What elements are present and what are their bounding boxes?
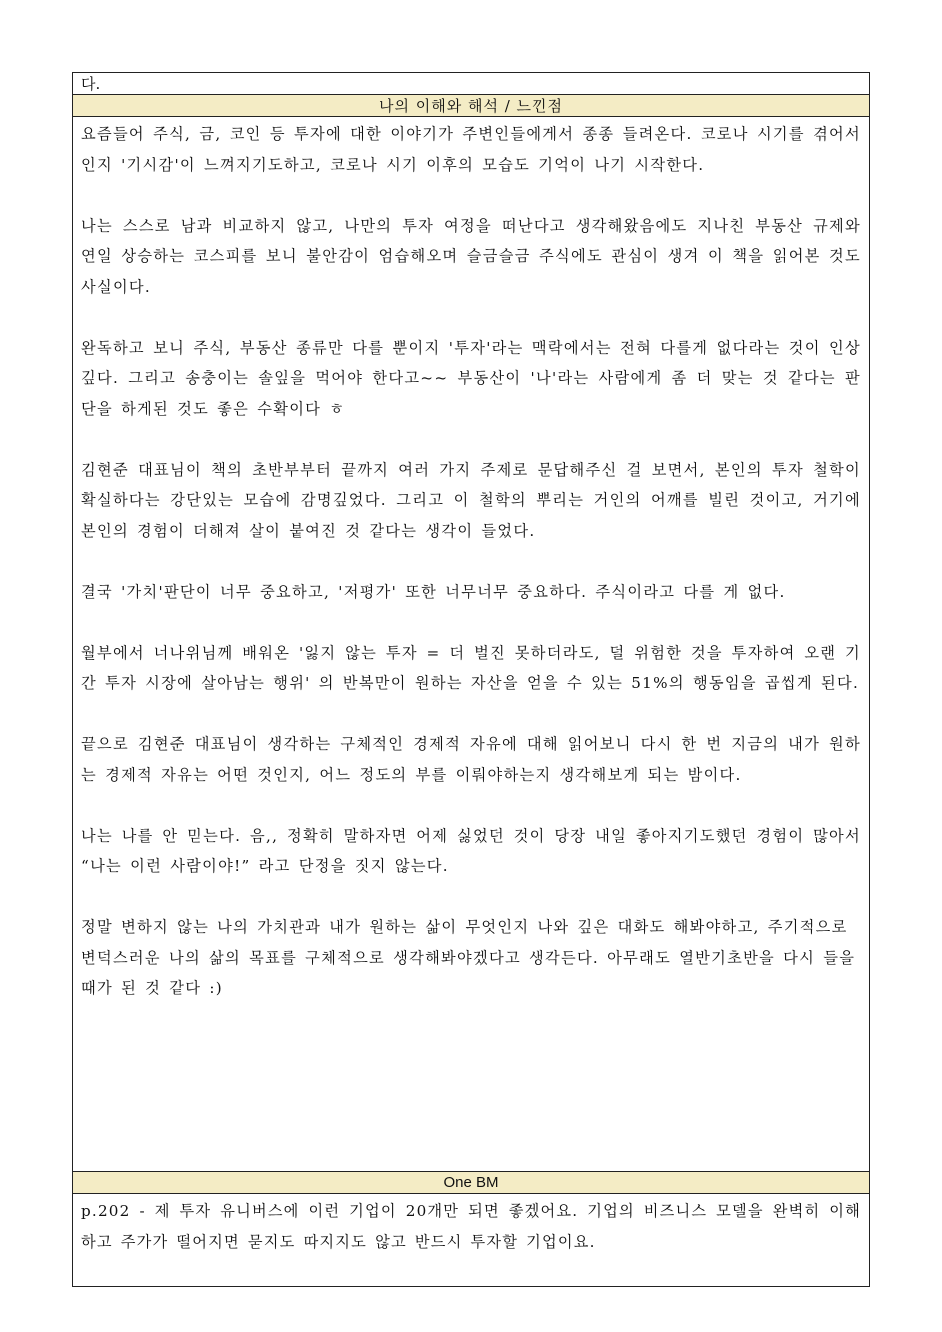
reflection-body [73,117,869,1172]
reflection-paragraph: 끝으로 김현준 대표님이 생각하는 구체적인 경제적 자유에 대해 읽어보니 다시 한 번 지금의 내가 원하는 경제적 자유는 어떤 것인지, 어느 정도의 부를 이뤄야하는지 생각해보게 되는 밤이다. [81,735,861,784]
reflection-paragraph: 월부에서 너나위님께 배워온 '잃지 않는 투자 = 더 벌진 못하더라도, 덜 위험한 것을 투자하여 오랜 기간 투자 시장에 살아남는 행위' 의 반복만이 원하는 자산을 얻을 수 있는 51%의 행동임을 곱씹게 된다. [81,643,861,692]
reflection-header: 나의 이해와 해석 / 느낀점 [73,95,869,117]
one-bm-text: p.202 - 제 투자 유니버스에 이런 기업이 20개만 되면 좋겠어요. 기업의 비즈니스 모델을 완벽히 이해하고 주가가 떨어지면 묻지도 따지지도 않고 반드시 투자할 기업이요. [81,1202,861,1251]
reflection-paragraph: 정말 변하지 않는 나의 가치관과 내가 원하는 삶이 무엇인지 나와 깊은 대화도 해봐야하고, 주기적으로 변덕스러운 나의 삶의 목표를 구체적으로 생각해봐야겠다고 생각든다. 아무래도 열반기초반을 다시 들을 때가 된 것 같다 :) [81,918,856,997]
review-table [72,72,870,1287]
reflection-paragraph: 김현준 대표님이 책의 초반부부터 끝까지 여러 가지 주제로 문답해주신 걸 보면서, 본인의 투자 철학이 확실하다는 강단있는 모습에 감명깊었다. 그리고 이 철학의 뿌리는 거인의 어깨를 빌린 것이고, 거기에 본인의 경험이 더해져 살이 붙여진 것 같다는 생각이 들었다. [81,460,861,540]
reflection-paragraph: 요즘들어 주식, 금, 코인 등 투자에 대한 이야기가 주변인들에게서 종종 들려온다. 코로나 시기를 겪어서인지 '기시감'이 느껴지기도하고, 코로나 시기 이후의 모습도 기억이 나기 시작한다. [81,125,861,174]
reflection-paragraph: 완독하고 보니 주식, 부동산 종류만 다를 뿐이지 '투자'라는 맥락에서는 전혀 다를게 없다라는 것이 인상깊다. 그리고 송충이는 솔잎을 먹어야 한다고~~ 부동산이 '나'라는 사람에게 좀 더 맞는 것 같다는 판단을 하게된 것도 좋은 수확이다 ㅎ [81,338,861,418]
continuation-text: 다. [73,73,869,95]
reflection-paragraph: 결국 '가치'판단이 너무 중요하고, '저평가' 또한 너무너무 중요하다. 주식이라고 다를 게 없다. [81,582,786,601]
reflection-paragraph: 나는 스스로 남과 비교하지 않고, 나만의 투자 여정을 떠난다고 생각해왔음에도 지나친 부동산 규제와 연일 상승하는 코스피를 보니 불안감이 엄습해오며 슬금슬금 주식에도 관심이 생겨 이 책을 읽어본 것도 사실이다. [81,216,861,296]
one-bm-body [73,1194,869,1286]
reflection-paragraph: 나는 나를 안 믿는다. 음,, 정확히 말하자면 어제 싫었던 것이 당장 내일 좋아지기도했던 경험이 많아서 “나는 이런 사람이야!” 라고 단정을 짓지 않는다. [81,826,861,875]
one-bm-header: One BM [73,1172,869,1194]
